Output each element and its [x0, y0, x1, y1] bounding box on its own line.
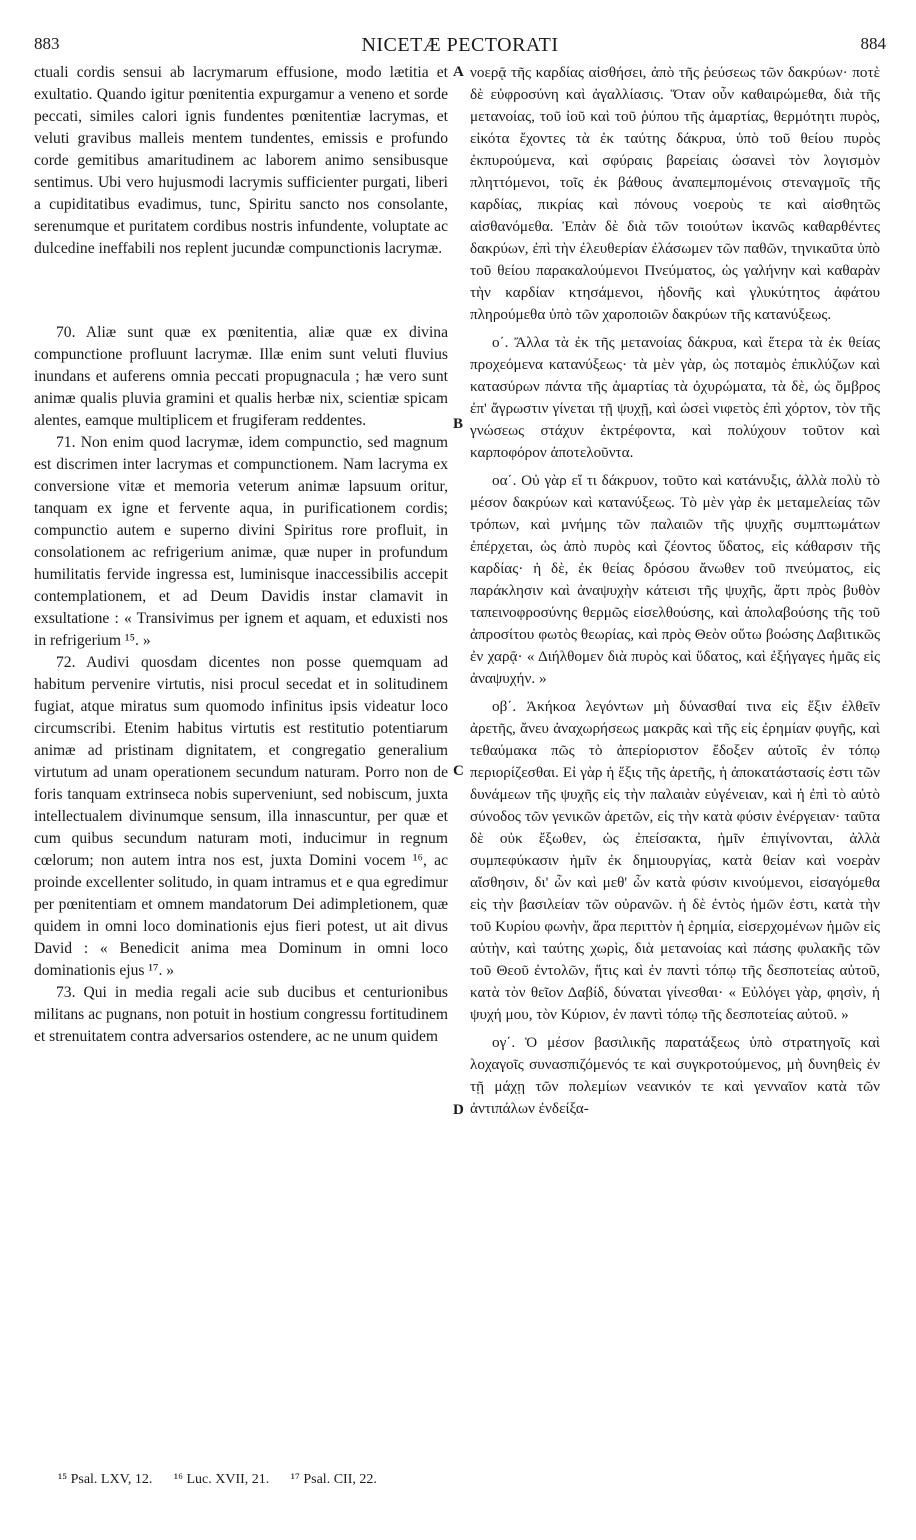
greek-paragraph-intro: νοερᾷ τῆς καρδίας αἰσθήσει, ἀπὸ τῆς ῥεύσεως τῶν δακρύων· ποτὲ δὲ εὐφροσύνη καὶ ἀγαλλίασις. Ὅταν οὖν καθαιρώμεθα, διὰ τῆς μετανοίας, τοῦ ἰοῦ καὶ τοῦ ῥύπου τῆς ἁμαρτίας, θερμότητι πυρὸς, εἰκότα ἔχοντες τὰ ἐκ ταύτης δάκρυα, ὑπὸ τοῦ θείου πυρὸς ἐκπυρούμενα, καὶ σφύραις βαρείαις ὡσανεὶ τὸν λογισμὸν πληττόμενοι, τοῖς ἐκ βάθους ἀναπεμπομένοις στεναγμοῖς τῆς καρδίας, πικρίας καὶ πόνους νοεροὺς τε καὶ αἰσθητῶς αἰσθανόμεθα. Ἐπὰν δὲ διὰ τῶν τοιούτων ἱκανῶς καθαρθέντες δακρύων, ἐπὶ τὴν ἐλευθερίαν ἐλάσωμεν τῶν παθῶν, τηνικαῦτα ὑπὸ τοῦ θείου παρακαλούμενοι Πνεύματος, ὡς γαλήνην καὶ καθαρὰν τὴν καρδίαν κτησάμενοι, ἡδονῆς καὶ γλυκύτητος ἀφάτου πληρούμεθα ὑπὸ τῶν χαροποιῶν δακρύων τῆς κατανύξεως.: [470, 64, 880, 323]
footnote-17: ¹⁷ Psal. CII, 22.: [290, 1472, 377, 1487]
margin-letter-c: C: [453, 763, 464, 779]
latin-paragraph-71: 71. Non enim quod lacrymæ, idem compunctio, sed magnum est discrimen inter lacrymas et compunctionem. Nam lacryma ex conversione vitæ et memoria veterum animæ lapsuum oritur, tanquam ex igne et fervente aqua, in purificationem cordis; compunctio autem e superno divini Spiritus rore profluit, in consolationem ac refrigerium animæ, quæ nuper in profundum humilitatis fervide ingressa est, luminisque inaccessibilis accepit contemplationem, et ad Deum Davidis instar clamavit in exsultatione : « Transivimus per ignem et aquam, et eduxisti nos in refrigerium ¹⁵. »: [34, 434, 448, 649]
footnotes: [58, 1472, 395, 1488]
margin-letter-d: D: [453, 1102, 464, 1118]
greek-paragraph-72: οβ΄. Ἀκήκοα λεγόντων μὴ δύνασθαί τινα εἰς ἕξιν ἐλθεῖν ἀρετῆς, ἄνευ ἀναχωρήσεως μακρᾶς καὶ τῆς εἰς ἐρημίαν φυγῆς, καὶ τεθαύμακα πῶς τὸ ἀπερίοριστον ἔδοξεν αὐτοῖς ἐν τόπῳ περιορίζεσθαι. Εἰ γὰρ ἡ ἕξις τῆς ἀρετῆς, ἡ ἀποκατάστασίς ἐστι τῶν δυνάμεων τῆς ψυχῆς εἰς τὴν παλαιὰν εὐγένειαν, καὶ ἡ ἐπὶ τὸ αὐτὸ σύνοδος τῶν γενικῶν ἀρετῶν, εἰς τὴν κατὰ φύσιν ἐνέργειαν· ταῦτα δὲ οὐκ ἔξωθεν, ὡς ἐπείσακτα, ἡμῖν ἐπιγίνονται, ἀλλὰ συμπεφύκασιν ἡμῖν ἐκ δημιουργίας, κατὰ θείαν καὶ νοερὰν αἴσθησιν, δι' ὧν καὶ μεθ' ὧν κατὰ φύσιν κινούμενοι, εἰσαγόμεθα εἰς τὴν βασιλείαν τῶν οὐρανῶν. ἡ δὲ ἐντὸς ἡμῶν ἐστι, κατὰ τὴν τοῦ Κυρίου φωνὴν, ἄρα περιττὸν ἡ ἐρημία, εἰσερχομένων ἡμῶν εἰς αὐτὴν, καὶ ταύτης χωρὶς, διὰ μετανοίας καὶ πάσης φυλακῆς τῶν τοῦ Θεοῦ ἐντολῶν, ἥτις καὶ ἐν παντὶ τόπῳ τῆς δεσποτείας αὐτοῦ, κατὰ τὸν θεῖον Δαβίδ, δύναται γίνεσθαι· « Εὐλόγει γὰρ, φησὶν, ἡ ψυχή μου, τὸν Κύριον, ἐν παντὶ τόπῳ τῆς δεσποτείας αὐτοῦ. »: [470, 698, 880, 1023]
latin-paragraph-70: 70. Aliæ sunt quæ ex pœnitentia, aliæ quæ ex divina compunctione profluunt lacrymæ. Illæ enim sunt veluti fluvius inundans et auferens omnia peccati propugnacula ; hæ vero sunt animæ qualis pluvia gramini et qualis herbæ nix, scientiæ spicam alentes, eamque multiplicem et frugiferam reddentes.: [34, 324, 448, 429]
footnote-15: ¹⁵ Psal. LXV, 12.: [58, 1472, 153, 1487]
margin-letter-b: B: [453, 416, 464, 432]
latin-paragraph-72: 72. Audivi quosdam dicentes non posse quemquam ad habitum pervenire virtutis, nisi procul secedat et in solitudinem fugiat, atque miratus sum quomodo infinitus ipsis videatur loco circumscribi. Etenim habitus virtutis est restitutio potentiarum animæ ad pristinam dignitatem, et congregatio generalium virtutum ad unam operationem secundum naturam. Porro non de foris tanquam extrinseca nobis superveniunt, sed nobiscum, juxta intellectualem divinumque sensum, illa innascuntur, per quæ et cum quibus secundum naturam moti, inducimur in regnum cœlorum; non autem intra nos est, juxta Domini vocem ¹⁶, ac proinde excellenter solitudo, in quam intramus et e qua egredimur per pœnitentiam et omnem mandatorum Dei adimpletionem, quæ quidem in omni loco dominationis ejus fieri potest, ut ait divus David : « Benedicit anima mea Dominum in omni loco dominationis ejus ¹⁷. »: [34, 654, 448, 979]
section-gap: [34, 260, 448, 322]
greek-paragraph-70: ο΄. Ἄλλα τὰ ἐκ τῆς μετανοίας δάκρυα, καὶ ἕτερα τὰ ἐκ θείας προχεόμενα κατανύξεως· τὰ μὲν γὰρ, ὡς ποταμὸς ἐπικλύζων καὶ κατασύρων πάντα τῆς ἁμαρτίας τὰ ὀχυρώματα, τὰ δὲ, ὡς ὄμβρος ἐπ' ἄγρωστιν γίνεται τῇ ψυχῇ, καὶ ὡσεὶ νιφετὸς ἐπὶ χόρτον, τὸν τῆς γνώσεως στάχυν ἐκτρέφοντα, καὶ πολύχουν τοῦτον καὶ καρποφόρον ἀποτελοῦντα.: [470, 334, 880, 461]
latin-paragraph-73: 73. Qui in media regali acie sub ducibus et centurionibus militans ac pugnans, non potuit in hostium congressu fortitudinem et strenuitatem contra adversarios ostendere, ac ne unum quidem: [34, 984, 448, 1045]
footnote-16: ¹⁶ Luc. XVII, 21.: [173, 1472, 270, 1487]
running-title: NICETÆ PECTORATI: [361, 34, 559, 56]
greek-paragraph-73: ογ΄. Ὁ μέσον βασιλικῆς παρατάξεως ὑπὸ στρατηγοῖς καὶ λοχαγοῖς συνασπιζόμενός τε καὶ συγκροτούμενος, μὴ δυνηθεὶς ἐν τῇ μάχῃ τῶν πολεμίων νεανικόν τε καὶ γενναῖον κατὰ τῶν ἀντιπάλων ἐνδείξα-: [470, 1034, 880, 1117]
page-header: [34, 34, 886, 58]
latin-column: [34, 62, 448, 1048]
greek-column: [470, 62, 880, 1120]
margin-letter-a: A: [453, 64, 464, 80]
latin-paragraph-intro: ctuali cordis sensui ab lacrymarum effusione, modo lætitia et exultatio. Quando igitur pœnitentia expurgamur a veneno et sorde peccati, similes calori ignis fundentes pœnitentiæ lacrymas, et veluti gravibus malleis mentem tundentes, emissis e profundo corde gemitibus amaritudinem ac laborem animo sensibusque sentimus. Ubi vero hujusmodi lacrymis sufficienter purgati, liberi a cupiditatibus evadimus, tunc, Spiritu sancto nos consolante, serenumque et puritatem cordibus nostris infundente, voluptate ac dulcedine ineffabili nos replent jucundæ compunctionis lacrymæ.: [34, 64, 448, 257]
page-number-left: 883: [34, 34, 60, 53]
greek-paragraph-71: οα΄. Οὐ γὰρ εἴ τι δάκρυον, τοῦτο καὶ κατάνυξις, ἀλλὰ πολὺ τὸ μέσον δακρύων καὶ κατανύξεως. Τὸ μὲν γὰρ ἐκ μεταμελείας τῶν τρόπων, καὶ μνήμης τῶν παλαιῶν τῆς ψυχῆς συμπτωμάτων ἐπέρχεται, ὡς ἀπὸ πυρὸς καὶ ζέοντος ὕδατος, εἰς κάθαρσιν τῆς καρδίας· ἡ δὲ, ἐκ θείας δρόσου ἄνωθεν τοῦ πνεύματος, εἰς παράκλησιν καὶ ἀναψυχὴν κάτεισι τῆς ψυχῆς, ἄρτι πρὸς βυθὸν ταπεινοφροσύνης θερμῶς εἰσελθούσης, καὶ ἀπολαβούσης τῆς τοῦ ἀπροσίτου φωτὸς θεωρίας, καὶ πρὸς Θεὸν οὕτω βοώσης Δαβιτικῶς ἐν χαρᾷ· « Διήλθομεν διὰ πυρὸς καὶ ὕδατος, καὶ ἐξήγαγες ἡμᾶς εἰς ἀναψυχήν. »: [470, 472, 880, 687]
page-number-right: 884: [860, 34, 886, 53]
